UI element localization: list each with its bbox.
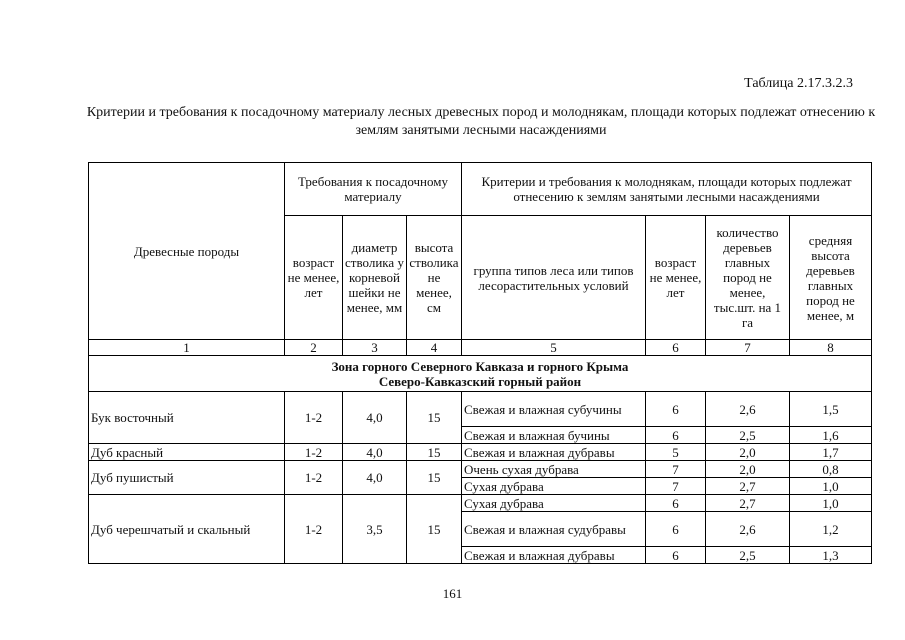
seedling-diameter: 4,0	[343, 444, 407, 461]
tree-count: 2,6	[706, 392, 790, 427]
stand-age: 6	[646, 495, 706, 512]
forest-type: Сухая дубрава	[462, 478, 646, 495]
table-number: Таблица 2.17.3.2.3	[744, 76, 853, 91]
mean-height: 1,6	[790, 427, 872, 444]
mean-height: 1,3	[790, 547, 872, 564]
forest-type: Свежая и влажная субучины	[462, 392, 646, 427]
tree-count: 2,6	[706, 512, 790, 547]
header-tree-count: количество деревьев главных пород не менее, тыс.шт. на 1 га	[706, 216, 790, 340]
seedling-height: 15	[407, 461, 462, 495]
mean-height: 1,0	[790, 495, 872, 512]
forest-type: Свежая и влажная судубравы	[462, 512, 646, 547]
seedling-height: 15	[407, 444, 462, 461]
seedling-diameter: 3,5	[343, 495, 407, 564]
col-number: 6	[646, 340, 706, 356]
seedling-diameter: 4,0	[343, 461, 407, 495]
col-number: 4	[407, 340, 462, 356]
header-mean-height: средняя высота деревьев главных пород не менее, м	[790, 216, 872, 340]
tree-count: 2,5	[706, 427, 790, 444]
header-forest-type: группа типов леса или типов лесорастительных условий	[462, 216, 646, 340]
criteria-table	[88, 162, 872, 564]
zone-header	[89, 356, 872, 392]
stand-age: 7	[646, 461, 706, 478]
tree-count: 2,5	[706, 547, 790, 564]
seedling-age: 1-2	[285, 495, 343, 564]
stand-age: 6	[646, 547, 706, 564]
header-age: возраст не менее, лет	[285, 216, 343, 340]
header-stand-age: возраст не менее, лет	[646, 216, 706, 340]
seedling-age: 1-2	[285, 444, 343, 461]
header-species: Древесные породы	[89, 163, 285, 340]
forest-type: Очень сухая дубрава	[462, 461, 646, 478]
species-name: Дуб черешчатый и скальный	[89, 495, 285, 564]
forest-type: Свежая и влажная бучины	[462, 427, 646, 444]
stand-age: 6	[646, 427, 706, 444]
forest-type: Свежая и влажная дубравы	[462, 547, 646, 564]
table-caption: Критерии и требования к посадочному материалу лесных древесных пород и молоднякам, площади которых подлежат отнесению к землям занятыми лесными насаждениями	[86, 105, 876, 138]
forest-type: Свежая и влажная дубравы	[462, 444, 646, 461]
seedling-age: 1-2	[285, 461, 343, 495]
col-number: 5	[462, 340, 646, 356]
seedling-height: 15	[407, 392, 462, 444]
mean-height: 1,0	[790, 478, 872, 495]
col-number: 7	[706, 340, 790, 356]
mean-height: 0,8	[790, 461, 872, 478]
mean-height: 1,5	[790, 392, 872, 427]
tree-count: 2,0	[706, 444, 790, 461]
zone-title: Зона горного Северного Кавказа и горного Крыма	[331, 358, 629, 374]
col-number: 8	[790, 340, 872, 356]
page-number: 161	[442, 586, 463, 601]
stand-age: 5	[646, 444, 706, 461]
tree-count: 2,0	[706, 461, 790, 478]
seedling-height: 15	[407, 495, 462, 564]
tree-count: 2,7	[706, 478, 790, 495]
stand-age: 6	[646, 392, 706, 427]
tree-count: 2,7	[706, 495, 790, 512]
col-number: 1	[89, 340, 285, 356]
header-height: высота стволика не менее, см	[407, 216, 462, 340]
col-number: 3	[343, 340, 407, 356]
stand-age: 6	[646, 512, 706, 547]
header-planting-material: Требования к посадочному материалу	[285, 163, 462, 216]
species-name: Бук восточный	[89, 392, 285, 444]
seedling-diameter: 4,0	[343, 392, 407, 444]
region-title: Северо-Кавказский горный район	[378, 373, 582, 389]
col-number: 2	[285, 340, 343, 356]
mean-height: 1,2	[790, 512, 872, 547]
mean-height: 1,7	[790, 444, 872, 461]
forest-type: Сухая дубрава	[462, 495, 646, 512]
header-diameter: диаметр стволика у корневой шейки не менее, мм	[343, 216, 407, 340]
species-name: Дуб пушистый	[89, 461, 285, 495]
seedling-age: 1-2	[285, 392, 343, 444]
species-name: Дуб красный	[89, 444, 285, 461]
header-young-stands: Критерии и требования к молоднякам, площади которых подлежат отнесению к землям занятыми лесными насаждениями	[462, 163, 872, 216]
stand-age: 7	[646, 478, 706, 495]
